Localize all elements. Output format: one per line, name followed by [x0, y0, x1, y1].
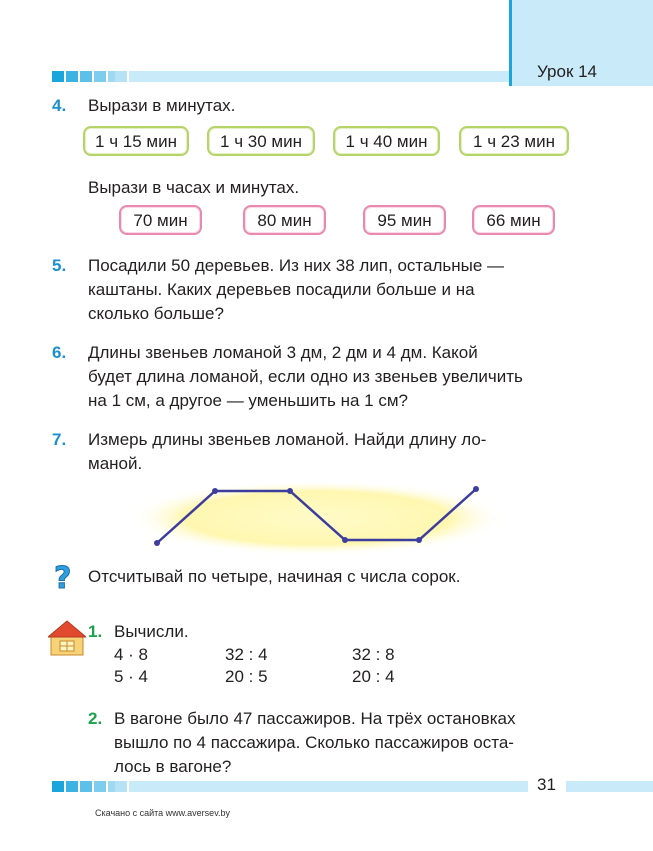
- task6-number: 6.: [52, 343, 67, 362]
- task5-line-1: Посадили 50 деревьев. Из них 38 лип, остальные —: [88, 256, 505, 275]
- task7-line-1: Измерь длины звеньев ломаной. Найди длину ло-: [88, 430, 487, 449]
- calc-cell: 20 : 5: [225, 667, 268, 686]
- task7-number: 7.: [52, 430, 67, 449]
- svg-text:?: ?: [54, 561, 72, 593]
- hw-task2-line-3: лось в вагоне?: [114, 757, 232, 776]
- calc-cell: 20 : 4: [352, 667, 395, 686]
- vertex-point: [342, 537, 348, 543]
- hw-task2-line-1: В вагоне было 47 пассажиров. На трёх остановках: [114, 709, 516, 728]
- task7-line-2: маной.: [88, 454, 143, 473]
- vertex-point: [287, 488, 293, 494]
- task4-prompt-minutes: Вырази в минутах.: [88, 96, 236, 115]
- task6-line-3: на 1 см, а другое — уменьшить на 1 см?: [88, 391, 409, 410]
- hw-task1-title: Вычисли.: [114, 622, 189, 641]
- task5-line-2: каштаны. Каких деревьев посадили больше и на: [88, 280, 475, 299]
- calc-cell: 5 · 4: [114, 667, 149, 686]
- calc-cell: 32 : 4: [225, 645, 268, 664]
- page-number: 31: [537, 775, 556, 794]
- question-mark-icon: [52, 561, 76, 593]
- hours-box-2: 80 мин: [243, 205, 326, 235]
- task6-line-2: будет длина ломаной, если одно из звеньев увеличить: [88, 367, 523, 386]
- minutes-box-4: 1 ч 23 мин: [459, 126, 569, 156]
- house-icon: [48, 619, 86, 657]
- calc-cell: 32 : 8: [352, 645, 395, 664]
- hw-task2-number: 2.: [88, 709, 103, 728]
- vertex-point: [416, 537, 422, 543]
- hours-box-3: 95 мин: [363, 205, 446, 235]
- calc-cell: 4 · 8: [114, 645, 149, 664]
- polyline-figure: [125, 478, 510, 558]
- minutes-box-1: 1 ч 15 мин: [83, 126, 189, 156]
- vertex-point: [473, 486, 479, 492]
- question-text: Отсчитывай по четыре, начиная с числа сорок.: [88, 567, 461, 586]
- source-note: Скачано с сайта www.aversev.by: [95, 808, 231, 818]
- task4-prompt-hours: Вырази в часах и минутах.: [88, 178, 300, 197]
- hours-box-1: 70 мин: [119, 205, 202, 235]
- hw-task2-line-2: вышло по 4 пассажира. Сколько пассажиров оста-: [114, 733, 514, 752]
- task5-line-3: сколько больше?: [88, 304, 224, 323]
- task6-line-1: Длины звеньев ломаной 3 дм, 2 дм и 4 дм. Какой: [88, 343, 478, 362]
- task5-number: 5.: [52, 256, 67, 275]
- task4-number: 4.: [52, 96, 67, 115]
- minutes-box-2: 1 ч 30 мин: [207, 126, 315, 156]
- lesson-title: Урок 14: [537, 62, 598, 81]
- hw-task1-number: 1.: [88, 622, 103, 641]
- hours-box-4: 66 мин: [472, 205, 555, 235]
- vertex-point: [212, 488, 218, 494]
- vertex-point: [154, 540, 160, 546]
- minutes-box-3: 1 ч 40 мин: [333, 126, 440, 156]
